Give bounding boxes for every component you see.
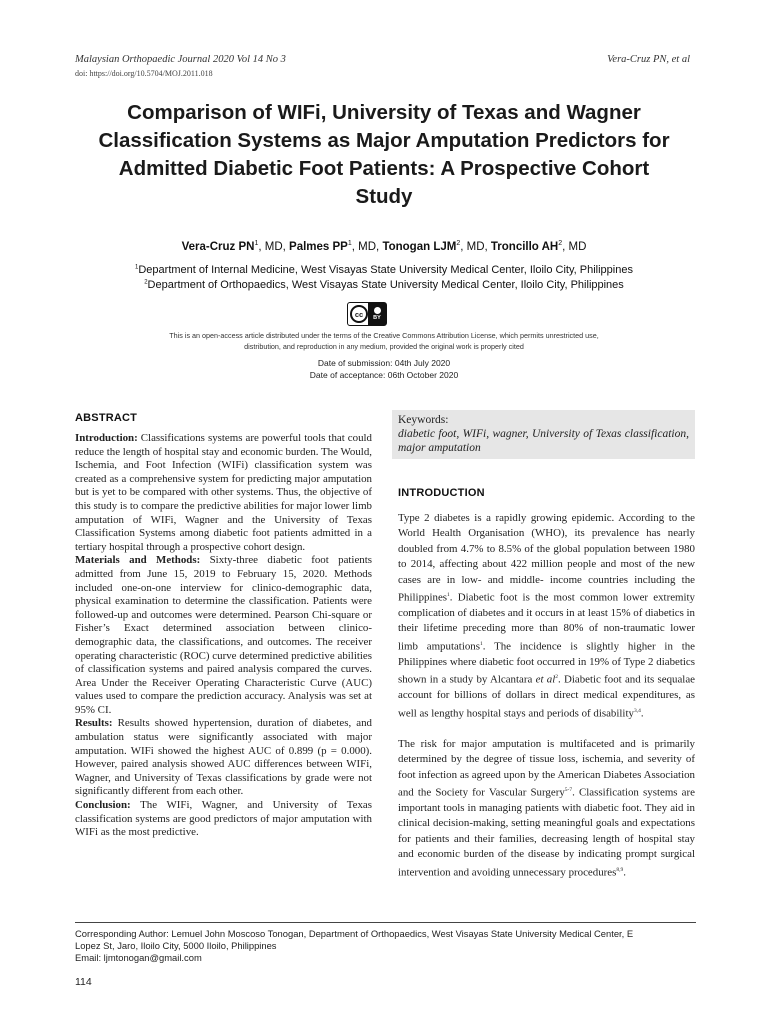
- affil-mark: 2: [144, 279, 148, 286]
- author-list: [0, 240, 768, 253]
- doi-link[interactable]: doi: https://doi.org/10.5704/MOJ.2011.018: [75, 69, 213, 78]
- citation-ref[interactable]: 3,4: [633, 707, 641, 714]
- citation-ref[interactable]: 8,9: [616, 866, 624, 873]
- person-icon: [374, 307, 381, 314]
- affiliation: [0, 279, 768, 291]
- intro-paragraph: [398, 511, 695, 722]
- affiliation: [0, 264, 768, 276]
- abstract-label: Results:: [75, 717, 113, 730]
- abstract-text: Classifications systems are powerful tools that could reduce the length of hospital stay and economic burden. The Would, Ischemia, and Foot Infection (WIFi) classification system was created as a comprehensive system for predicting major amputation but is yet to be compared with other systems. Thus, the objective of this study is to compare the predictive abilities for major lower limb amputation of WIFi, Wagner and the University of Texas Classification Systems among diabetic foot patients admitted in a tertiary hospital through a prospective cohort design.: [75, 432, 372, 553]
- intro-text: .: [623, 866, 626, 879]
- submission-date: Date of submission: 04th July 2020: [317, 358, 451, 368]
- keywords-label: Keywords:: [398, 414, 449, 426]
- author-affil-mark: 1: [347, 240, 352, 247]
- intro-text: . The incidence is slightly higher in the Philippines where diabetic foot occurred in 19% of Type 2 diabetics shown in a study by Alcantara: [398, 640, 695, 686]
- author-degree: , MD: [562, 240, 587, 253]
- intro-italic: et al: [535, 673, 556, 686]
- abstract-paragraph: [75, 432, 372, 554]
- author-name: Vera-Cruz PN: [181, 240, 255, 253]
- abstract-label: Materials and Methods:: [75, 554, 201, 567]
- citation-ref[interactable]: 5-7: [564, 787, 573, 793]
- title-line: Study: [355, 185, 413, 208]
- intro-text: The risk for major amputation is multifaceted and is primarily determined by the degree of tissue loss, ischemia, and severity of foot infection as agreed upon by the American Diabetes Association and the Society for Vascular Surgery: [398, 737, 695, 799]
- author-affil-mark: 2: [558, 240, 563, 247]
- license-line: distribution, and reproduction in any medium, provided the original work is properly cited: [244, 341, 524, 351]
- intro-text: . Diabetic foot and its sequalae account for billions of dollars in direct medical expenditures, as well as lengthy hospital stays and periods of disability: [398, 673, 695, 720]
- abstract-paragraph: [75, 799, 372, 840]
- introduction-body: [392, 511, 695, 881]
- title-line: Comparison of WIFi, University of Texas and Wagner: [127, 101, 641, 124]
- by-icon: [368, 303, 386, 325]
- article-dates: [0, 357, 768, 381]
- author-affil-mark: 2: [456, 240, 461, 247]
- author-affil-mark: 1: [254, 240, 259, 247]
- intro-paragraph: [398, 737, 695, 881]
- license-statement: [120, 331, 648, 352]
- running-author: Vera-Cruz PN, et al: [607, 54, 690, 65]
- author-degree: , MD,: [460, 240, 491, 253]
- abstract-label: Conclusion:: [75, 799, 131, 812]
- email-line[interactable]: Email: ljmtonogan@gmail.com: [75, 952, 202, 963]
- intro-text: .: [640, 707, 644, 720]
- license-line: This is an open-access article distributed under the terms of the Creative Commons Attribution License, which permits unrestricted use,: [169, 331, 599, 340]
- intro-text: . Classification systems are important tools in managing patients with diabetic foot. They aid in clinical decision-making, setting meaningful goals and expectations for patients and their families, decreasing length of hospital stay and economic burden of the disease by indicating prompt surgical intervention and avoiding unnecessary procedures: [398, 786, 695, 879]
- by-label: BY: [373, 315, 381, 321]
- author-name: Tonogan LJM: [382, 240, 457, 253]
- abstract-heading: ABSTRACT: [75, 412, 138, 424]
- cc-icon: cc: [350, 305, 368, 323]
- journal-name: Malaysian Orthopaedic Journal 2020 Vol 14 No 3: [75, 54, 286, 65]
- abstract-column: [75, 412, 372, 840]
- title-line: Classification Systems as Major Amputation Predictors for: [98, 129, 670, 152]
- abstract-label: Introduction:: [75, 432, 138, 444]
- abstract-text: Sixty-three diabetic foot patients admitted from June 15, 2019 to February 15, 2020. Methods included one-on-one interview for clinico-demographic data, physical examination to determine the classification. Patients were followed-up and outcomes were determined. Pearson Chi-square or Fisher’s Exact determined association between clinico-demographic data, the classifications, and outcomes. The receiver operating characteristic (ROC) curve determined predictive abilities of classification systems and paired analysis compared the curves. Area Under the Receiver Operating Characteristic Curve (AUC) values used to compare the prediction accuracy. Analysis was set at 95% CI.: [75, 554, 373, 716]
- keywords-value: diabetic foot, WIFi, wagner, University of Texas classification, major amputation: [398, 428, 689, 454]
- author-name: Troncillo AH: [490, 240, 559, 253]
- affil-mark: 1: [135, 264, 139, 271]
- abstract-paragraph: [75, 554, 372, 717]
- article-title: [40, 99, 728, 211]
- abstract-text: Results showed hypertension, duration of diabetes, and ambulation status were significantly associated with major amputation. WIFi showed the highest AUC of 0.899 (p = 0.000). However, paired analysis showed AUC differences between WIFi, Wagner, and University of Texas classifications by grade were not significantly different from each other.: [75, 717, 372, 798]
- page-number: 114: [75, 976, 92, 988]
- affil-text: Department of Internal Medicine, West Visayas State University Medical Center, Iloilo City, Philippines: [138, 264, 633, 276]
- introduction-heading: INTRODUCTION: [398, 487, 485, 499]
- keywords-box: [392, 410, 695, 459]
- author-degree: , MD,: [258, 240, 290, 253]
- abstract-paragraph: [75, 717, 372, 799]
- citation-ref[interactable]: 2: [555, 674, 558, 681]
- author-name: Palmes PP: [289, 240, 348, 253]
- affil-text: Department of Orthopaedics, West Visayas State University Medical Center, Iloilo City, Philippines: [147, 279, 624, 291]
- address-line: Lopez St, Jaro, Iloilo City, 5000 Iloilo, Philippines: [75, 940, 277, 951]
- corresponding-author: [75, 928, 705, 964]
- footer-divider: [75, 922, 696, 923]
- citation-ref[interactable]: 1: [480, 640, 483, 647]
- acceptance-date: Date of acceptance: 06th October 2020: [309, 370, 459, 380]
- intro-text: . Diabetic foot is the most common lower extremity complication of diabetes and it occurs in at least 15% of diabetics in their lifetime preceding more than 80% of non-traumatic lower limb amputations: [398, 591, 695, 653]
- title-line: Admitted Diabetic Foot Patients: A Prospective Cohort: [118, 157, 650, 180]
- citation-ref[interactable]: 1: [447, 592, 450, 599]
- creative-commons-badge[interactable]: [347, 302, 387, 326]
- abstract-text: The WIFi, Wagner, and University of Texas classification systems are good predictors of major amputation with WIFi as the most predictive.: [75, 799, 372, 839]
- right-column: [392, 410, 695, 881]
- author-degree: , MD,: [351, 240, 383, 253]
- intro-text: Type 2 diabetes is a rapidly growing epidemic. According to the World Health Organisation (WHO), its prevalence has nearly doubled from 4.7% to 8.5% of the global population between 1980 to 2014, affecting about 422 million people and most of the new cases are in low- and middle- income countries including the Philippines: [398, 512, 695, 604]
- corresponding-line: Corresponding Author: Lemuel John Moscoso Tonogan, Department of Orthopaedics, West Visayas State University Medical Center, E: [75, 928, 634, 939]
